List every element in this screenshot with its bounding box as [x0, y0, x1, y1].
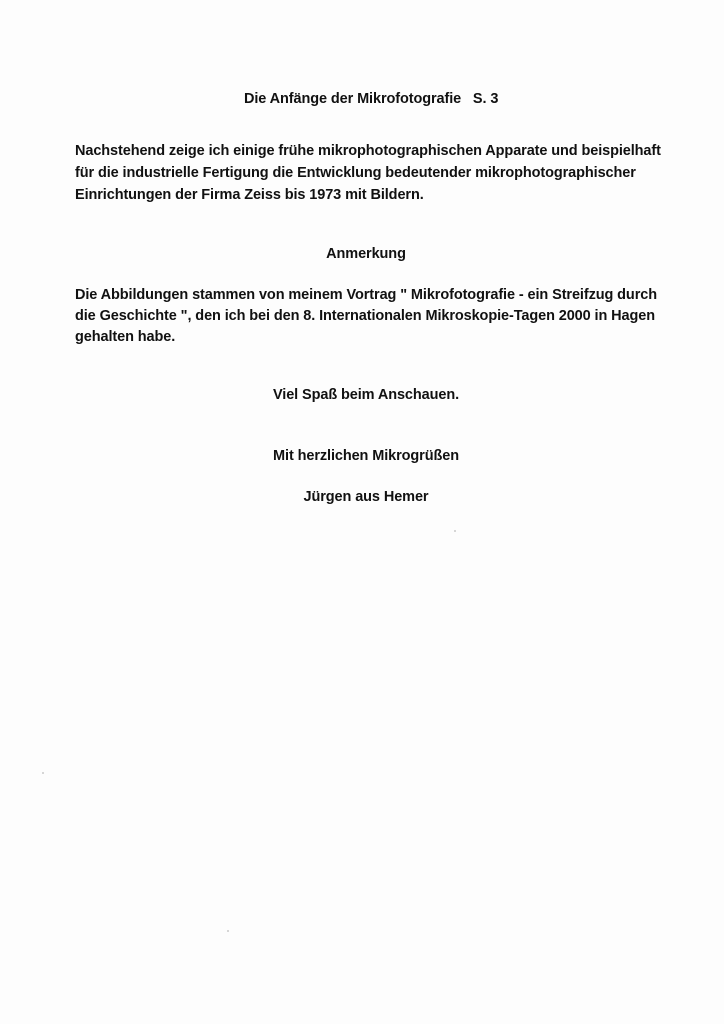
note-line-1: Die Abbildungen stammen von meinem Vortrag " Mikrofotografie - ein Streifzug durch: [75, 287, 657, 303]
intro-line-3: Einrichtungen der Firma Zeiss bis 1973 mit Bildern.: [75, 187, 424, 203]
scan-speck: [42, 772, 44, 774]
scan-speck: [454, 530, 456, 532]
signature-line: Jürgen aus Hemer: [303, 489, 429, 505]
note-heading: Anmerkung: [326, 246, 406, 262]
intro-line-1: Nachstehend zeige ich einige frühe mikrophotographischen Apparate und beispielhaft: [75, 143, 661, 159]
greeting-line: Mit herzlichen Mikrogrüßen: [273, 448, 459, 464]
note-line-2: die Geschichte ", den ich bei den 8. Internationalen Mikroskopie-Tagen 2000 in Hagen: [75, 308, 655, 324]
intro-line-2: für die industrielle Fertigung die Entwicklung bedeutender mikrophotographischer: [75, 165, 636, 181]
page-title: Die Anfänge der Mikrofotografie S. 3: [244, 91, 499, 107]
note-line-3: gehalten habe.: [75, 329, 176, 345]
scan-speck: [227, 930, 229, 932]
closing-line: Viel Spaß beim Anschauen.: [272, 387, 460, 403]
